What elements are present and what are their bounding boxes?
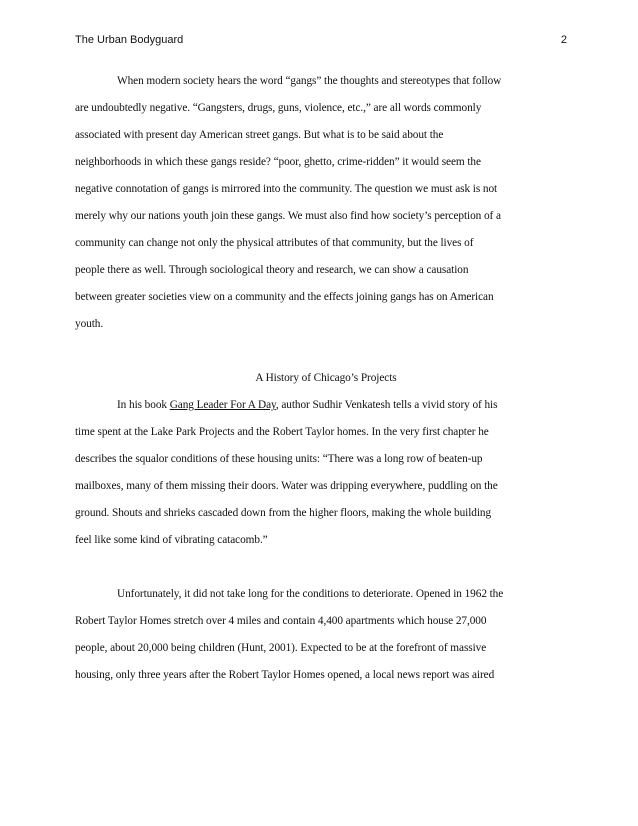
paragraph-line: are undoubtedly negative. “Gangsters, drugs, guns, violence, etc.,” are all words commonly	[75, 102, 482, 114]
paragraph-line: associated with present day American street gangs. But what is to be said about the	[75, 129, 444, 141]
paragraph-line: housing, only three years after the Robert Taylor Homes opened, a local news report was aired	[75, 669, 495, 681]
paragraph-line: negative connotation of gangs is mirrored into the community. The question we must ask is not	[75, 183, 498, 195]
page-number: 2	[560, 34, 567, 46]
paragraph-line: people, about 20,000 being children (Hunt, 2001). Expected to be at the forefront of massive	[75, 642, 487, 654]
paragraph-line: mailboxes, many of them missing their doors. Water was dripping everywhere, puddling on the	[75, 480, 498, 492]
paragraph-line	[75, 392, 565, 419]
paragraph-line: feel like some kind of vibrating catacomb.”	[75, 534, 268, 546]
running-head-title: The Urban Bodyguard	[75, 34, 184, 46]
paragraph-line: neighborhoods in which these gangs reside? “poor, ghetto, crime-ridden” it would seem the	[75, 156, 481, 168]
section-heading: A History of Chicago’s Projects	[255, 372, 397, 384]
paragraph-line: describes the squalor conditions of these housing units: “There was a long row of beaten-up	[75, 453, 483, 465]
paragraph-line: Unfortunately, it did not take long for the conditions to deteriorate. Opened in 1962 the	[117, 588, 504, 600]
spacer	[75, 554, 565, 581]
spacer	[75, 338, 565, 365]
paragraph-line: merely why our nations youth join these gangs. We must also find how society’s perception of a	[75, 210, 501, 222]
paragraph-line: When modern society hears the word “gangs” the thoughts and stereotypes that follow	[117, 75, 502, 87]
paragraph-line: between greater societies view on a community and the effects joining gangs has on American	[75, 291, 494, 303]
first-line-lead: In his book	[117, 399, 170, 411]
book-title: Gang Leader For A Day	[169, 399, 276, 411]
intro-paragraph	[75, 68, 565, 338]
paragraph-line: people there as well. Through sociological theory and research, we can show a causation	[75, 264, 469, 276]
page-header	[75, 34, 567, 50]
first-line-rest: , author Sudhir Venkatesh tells a vivid story of his	[275, 399, 498, 411]
book-paragraph	[75, 392, 565, 554]
paragraph-line: community can change not only the physical attributes of that community, but the lives of	[75, 237, 474, 249]
document-body	[75, 68, 565, 689]
paragraph-line: youth.	[75, 318, 104, 330]
paragraph-line: ground. Shouts and shrieks cascaded down from the higher floors, making the whole building	[75, 507, 492, 519]
paragraph-line: time spent at the Lake Park Projects and the Robert Taylor homes. In the very first chapter he	[75, 426, 489, 438]
history-paragraph	[75, 581, 565, 689]
paragraph-line: Robert Taylor Homes stretch over 4 miles and contain 4,400 apartments which house 27,000	[75, 615, 487, 627]
